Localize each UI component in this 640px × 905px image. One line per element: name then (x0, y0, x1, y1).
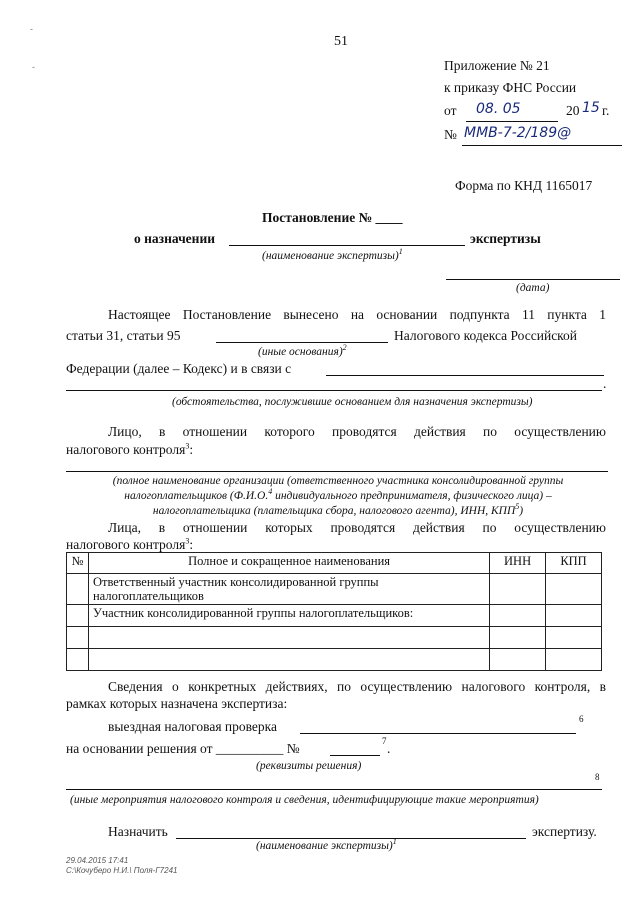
appendix-year-suffix: г. (602, 103, 610, 118)
person1-line2: налогового контроля$^3$: (66, 441, 194, 457)
document-title: Постановление № ____ (262, 210, 403, 225)
caption-decision: (реквизиты решения) (256, 760, 362, 772)
actions-onsite: выездная налоговая проверка (108, 719, 278, 734)
form-code: Форма по КНД 1165017 (455, 178, 593, 193)
print-stamp (66, 856, 177, 876)
paragraph1-line4-end: . (603, 376, 607, 391)
caption-other-grounds: (иные основания)$^2$ (258, 343, 347, 358)
table-row (67, 649, 602, 671)
paragraph1-line3: Федерации (далее – Кодекс) и в связи с (66, 361, 292, 376)
table-cell (546, 649, 602, 671)
table-cell (88, 627, 489, 649)
margin-mark-middle: - (32, 62, 35, 72)
table-cell (88, 649, 489, 671)
table-header-row (67, 553, 602, 574)
caption-circumstances: (обстоятельства, послужившие основанием для назначения экспертизы) (172, 396, 533, 408)
paragraph1-line2-prefix: статьи 31, статьи 95 (66, 328, 181, 343)
person1-caption-l3: налогоплательщика (плательщика сбора, налогового агента), ИНН, КПП$^5$) (152, 502, 524, 517)
table-row (67, 605, 602, 627)
appendix-line1: Приложение № 21 (444, 58, 550, 73)
table-cell (67, 605, 89, 627)
appendix-date-handwritten: 08. 05 (476, 101, 521, 117)
table-cell (490, 574, 546, 605)
assign-prefix: Назначить (108, 824, 168, 839)
table-header-name: Полное и сокращенное наименования (88, 553, 489, 574)
actions-other-sup: 8 (595, 772, 600, 782)
actions-decision-prefix: на основании решения от __________ № (66, 741, 300, 756)
caption-expertise-name: (наименование экспертизы)$^1$ (262, 247, 403, 262)
title-on-assignment: о назначении (134, 231, 216, 246)
table-cell: Ответственный участник консолидированной группы налогоплательщиков (88, 574, 489, 605)
table-cell (546, 574, 602, 605)
appendix-year-prefix: 20 (566, 103, 580, 118)
appendix-line2: к приказу ФНС России (444, 80, 577, 95)
person2-line2: налогового контроля$^3$: (66, 536, 194, 552)
caption-other-measures: (иные мероприятия налогового контроля и сведения, идентифицирующие такие мероприятия) (70, 794, 539, 806)
actions-onsite-sup: 6 (579, 714, 584, 724)
title-expertise: экспертизы (470, 231, 541, 246)
table-cell (490, 627, 546, 649)
table-header-inn: ИНН (490, 553, 546, 574)
table-cell (490, 605, 546, 627)
print-stamp-line1: 29.04.2015 17:41 (66, 856, 129, 865)
actions-line2: рамках которых назначена экспертиза: (66, 696, 288, 711)
appendix-number-prefix: № (444, 127, 457, 142)
table-cell (67, 649, 89, 671)
table-row (67, 627, 602, 649)
paragraph1-line1: Настоящее Постановление вынесено на основании подпункта 11 пункта 1 (108, 307, 606, 322)
table-cell: Участник консолидированной группы налогоплательщиков: (88, 605, 489, 627)
actions-line1: Сведения о конкретных действиях, по осуществлению налогового контроля, в (108, 679, 606, 694)
person1-line1: Лицо, в отношении которого проводятся действия по осуществлению (108, 424, 606, 439)
actions-decision-sup: 7 (382, 736, 387, 746)
caption-date: (дата) (516, 282, 550, 294)
table-cell (546, 627, 602, 649)
caption-assign-expertise: (наименование экспертизы)$^1$ (256, 837, 397, 852)
print-stamp-line2: С:\Кочуберо Н.И.\ Поля-Г7241 (66, 866, 178, 875)
actions-decision-end: . (387, 741, 391, 756)
table-cell (546, 605, 602, 627)
table-row (67, 574, 602, 605)
appendix-year-handwritten: 15 (582, 100, 600, 116)
person2-line1: Лица, в отношении которых проводятся действия по осуществлению (108, 520, 606, 535)
appendix-date-prefix: от (444, 103, 457, 118)
margin-mark-top: - (30, 24, 33, 34)
assign-suffix: экспертизу. (532, 824, 597, 839)
page-number: 51 (334, 34, 348, 49)
table-header-num: № (67, 553, 89, 574)
table-cell (490, 649, 546, 671)
table-cell (67, 574, 89, 605)
taxpayers-table (66, 552, 602, 671)
person1-caption-l1: (полное наименование организации (ответственного участника консолидированной группы (112, 475, 564, 487)
paragraph1-line2-suffix: Налогового кодекса Российской (394, 328, 578, 343)
appendix-number-handwritten: ММВ-7-2/189@ (464, 125, 572, 141)
table-cell (67, 627, 89, 649)
table-header-kpp: КПП (546, 553, 602, 574)
person1-caption-l2: налогоплательщиков (Ф.И.О.$^4$ индивидуального предпринимателя, физического лица) – (124, 487, 552, 502)
